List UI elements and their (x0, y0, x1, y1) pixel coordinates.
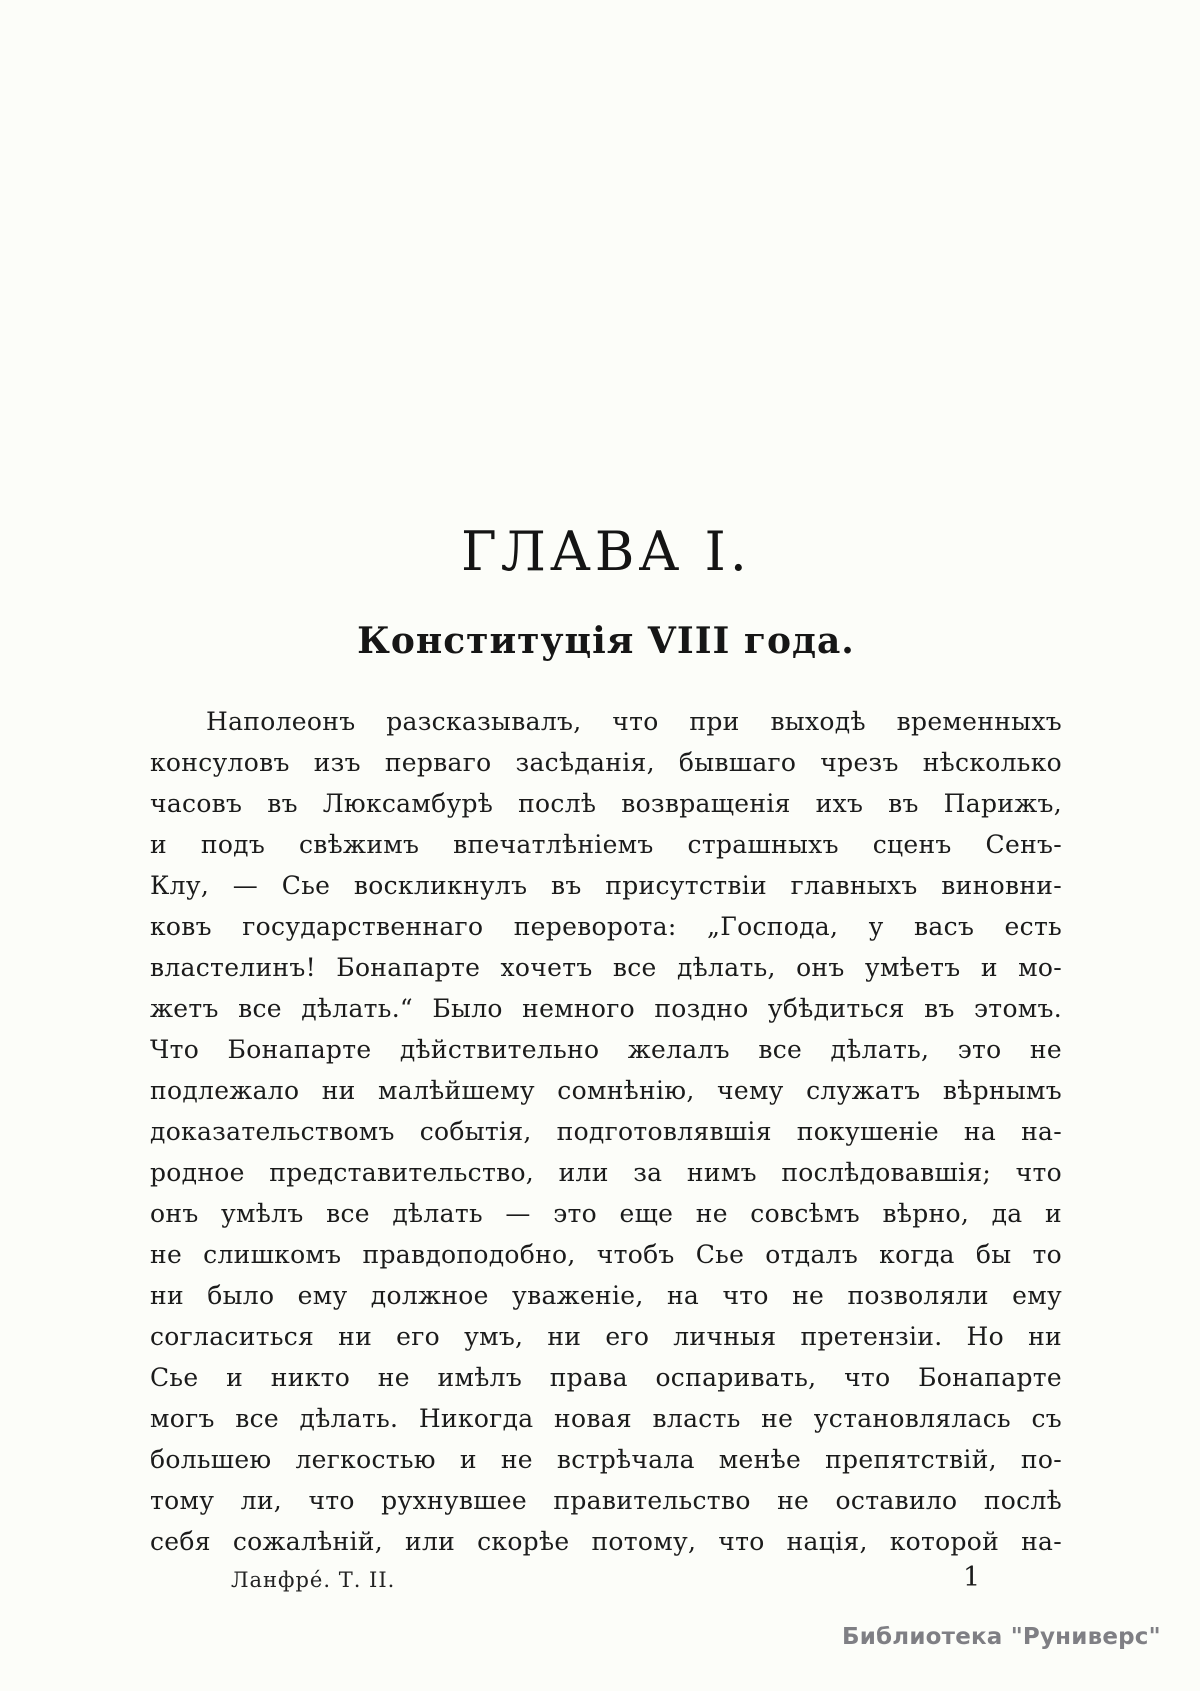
text-line: властелинъ! Бонапарте хочетъ все дѣлать, онъ умѣетъ и мо- (150, 953, 1062, 982)
text-line: подлежало ни малѣйшему сомнѣнію, чему служатъ вѣрнымъ (150, 1076, 1062, 1105)
text-line: Что Бонапарте дѣйствительно желалъ все дѣлать, это не (150, 1035, 1062, 1064)
text-line: консуловъ изъ перваго засѣданія, бывшаго чрезъ нѣсколько (150, 748, 1062, 777)
text-line: ковъ государственнаго переворота: „Господа, у васъ есть (150, 912, 1062, 941)
text-line: Наполеонъ разсказывалъ, что при выходѣ временныхъ (206, 707, 1062, 736)
text-line: себя сожалѣній, или скорѣе потому, что нація, которой на- (150, 1527, 1062, 1556)
library-watermark: Библиотека "Руниверс" (842, 1624, 1161, 1650)
text-line: тому ли, что рухнувшее правительство не оставило послѣ (150, 1486, 1062, 1515)
text-line: доказательствомъ событія, подготовлявшія покушеніе на на- (150, 1117, 1062, 1146)
text-line: Сье и никто не имѣлъ права оспаривать, что Бонапарте (150, 1363, 1062, 1392)
body-paragraph (150, 701, 1062, 1562)
page-number: 1 (963, 1562, 981, 1593)
text-line: и подъ свѣжимъ впечатлѣніемъ страшныхъ сценъ Сенъ- (150, 830, 1062, 859)
text-line: согласиться ни его умъ, ни его личныя претензіи. Но ни (150, 1322, 1062, 1351)
section-subtitle: Конституція VIII года. (357, 620, 855, 662)
text-line: могъ все дѣлать. Никогда новая власть не установлялась съ (150, 1404, 1062, 1433)
text-line: онъ умѣлъ все дѣлать — это еще не совсѣмъ вѣрно, да и (150, 1199, 1062, 1228)
footer-signature: Ланфрé. Т. II. (231, 1568, 396, 1592)
text-line: ни было ему должное уваженіе, на что не позволяли ему (150, 1281, 1062, 1310)
text-line: жетъ все дѣлать.“ Было немного поздно убѣдиться въ этомъ. (150, 994, 1062, 1023)
text-line: не слишкомъ правдоподобно, чтобъ Сье отдалъ когда бы то (150, 1240, 1062, 1269)
chapter-title: ГЛАВА I. (461, 520, 751, 583)
text-line: большею легкостью и не встрѣчала менѣе препятствій, по- (150, 1445, 1062, 1474)
text-line: родное представительство, или за нимъ послѣдовавшія; что (150, 1158, 1062, 1187)
text-line: Клу, — Сье воскликнулъ въ присутствіи главныхъ виновни- (150, 871, 1062, 900)
text-line: часовъ въ Люксамбурѣ послѣ возвращенія ихъ въ Парижъ, (150, 789, 1062, 818)
